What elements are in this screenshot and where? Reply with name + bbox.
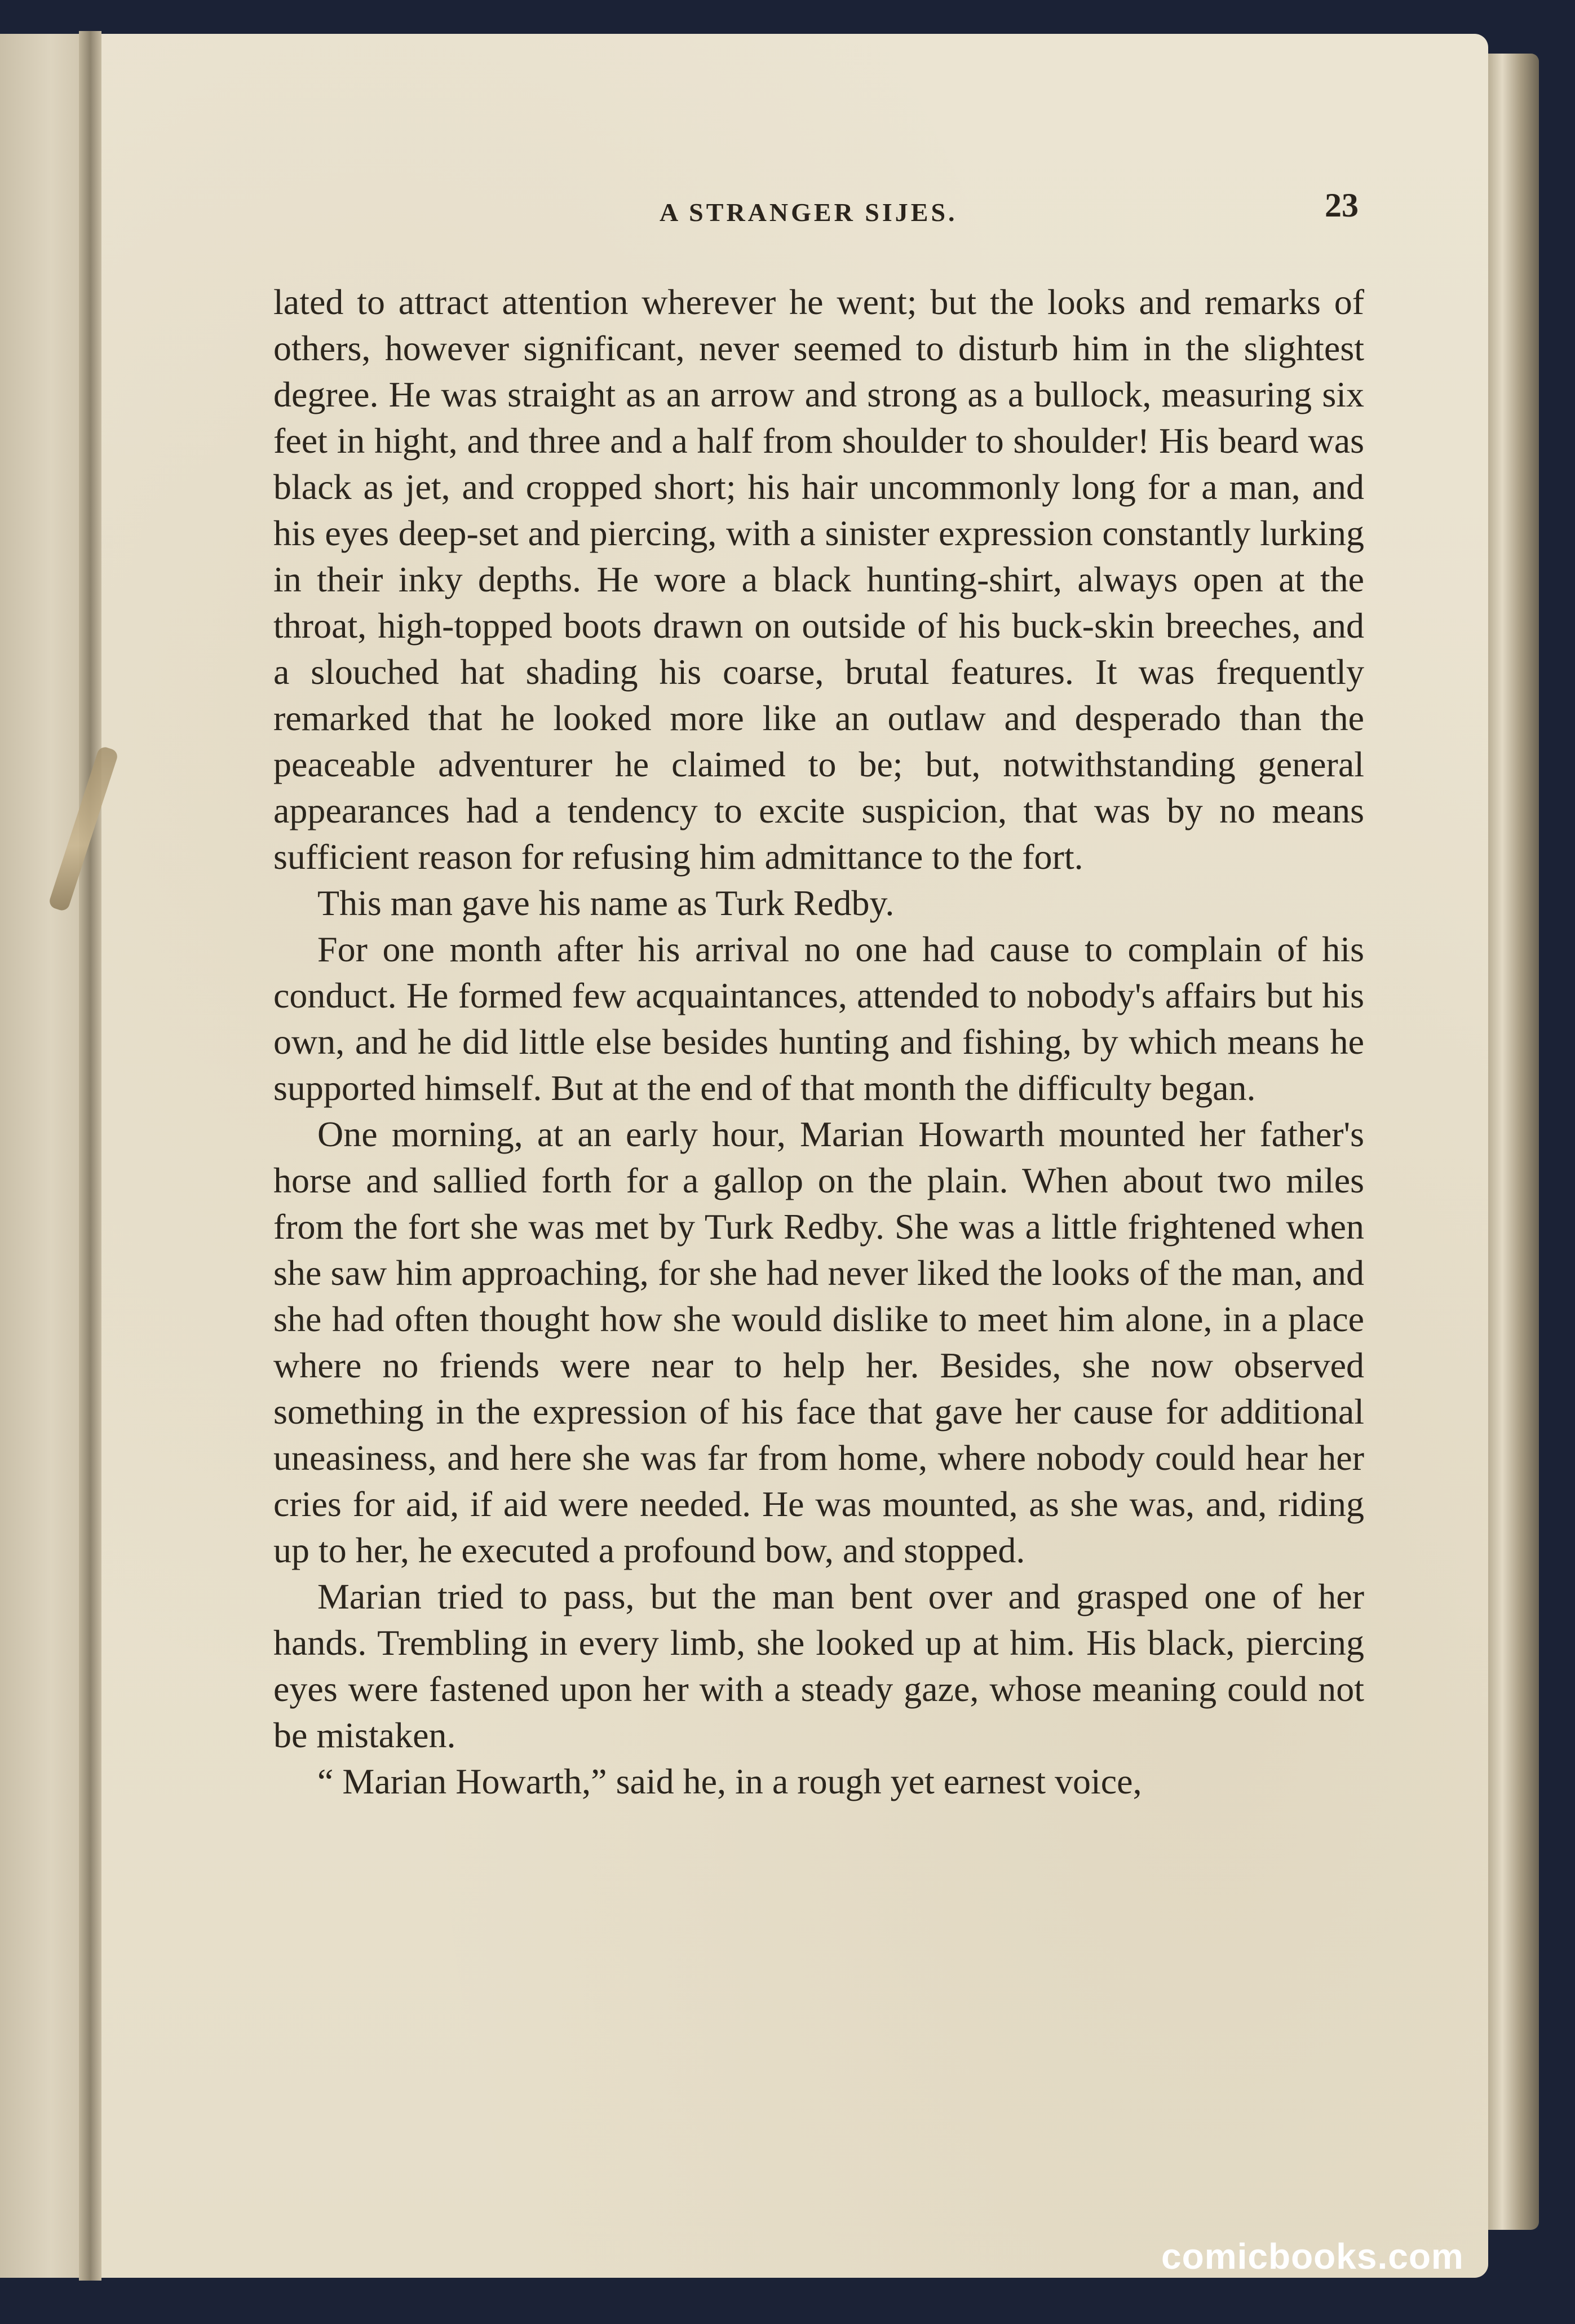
book-gutter [79,31,101,2281]
page-number: 23 [1325,187,1359,224]
paragraph: For one month after his arrival no one had cause to complain of his conduct. He formed few acquaintances, attended to nobody's affairs but his own, and he did little else besides hunting and fishing, by which means he supported himself. But at the end of that month the difficulty began. [273,929,1364,1108]
paragraph: “ Marian Howarth,” said he, in a rough yet earnest voice, [317,1761,1142,1801]
paragraph-continued: lated to attract attention wherever he went; but the looks and remarks of others, however significant, never seemed to disturb him in the slightest degree. He was straight as an arrow and strong as a bullock, measuring six feet in hight, and three and a half from shoulder to shoulder! His beard was black as jet, and cropped short; his hair uncommonly long for a man, and his eyes deep-set and piercing, with a sinister expression constantly lurking in their inky depths. He wore a black hunting-shirt, always open at the throat, high-topped boots drawn on outside of his buck-skin breeches, and a slouched hat shading his coarse, brutal features. It was frequently remarked that he looked more like an outlaw and desperado than the peaceable adventurer he claimed to be; but, notwithstanding general appearances had a tendency to excite suspicion, that was by no means sufficient reason for refusing him admittance to the fort. [273,282,1364,877]
paragraph: Marian tried to pass, but the man bent over and grasped one of her hands. Trembling in every limb, she looked up at him. His black, piercing eyes were fastened upon her with a steady gaze, whose meaning could not be mistaken. [273,1576,1364,1755]
facing-page-edge [0,34,85,2278]
paragraph: This man gave his name as Turk Redby. [317,883,895,923]
paragraph: One morning, at an early hour, Marian Howarth mounted her father's horse and sallied forth for a gallop on the plain. When about two miles from the fort she was met by Turk Redby. She was a little frightened when she saw him approaching, for she had never liked the looks of the man, and she had often thought how she would dislike to meet him alone, in a place where no friends were near to help her. Besides, she now observed something in the expression of his face that gave her cause for additional uneasiness, and here she was far from home, where nobody could hear her cries for aid, if aid were needed. He was mounted, as she was, and, riding up to her, he executed a profound bow, and stopped. [273,1114,1364,1570]
body-text [273,279,1364,1805]
running-head [276,186,1359,237]
site-watermark: comicbooks.com [1161,2236,1464,2277]
running-title: A STRANGER SIJES. [660,198,958,227]
